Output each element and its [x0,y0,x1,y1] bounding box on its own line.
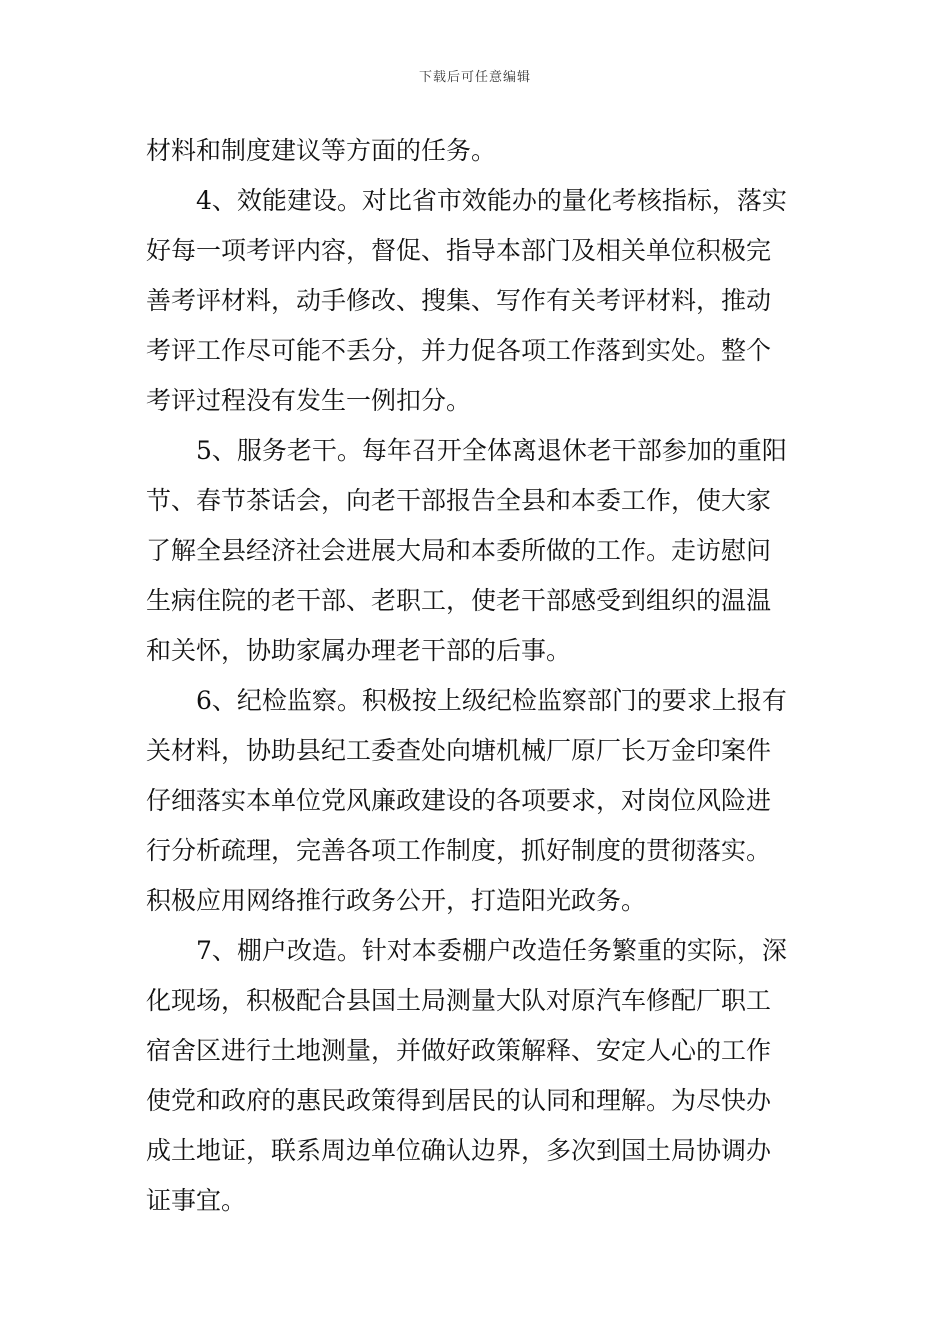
text-line: 证事宜。 [146,1186,247,1215]
document-body [146,126,810,1226]
text-line: 宿舍区进行土地测量，并做好政策解释、安定人心的工作 [146,1036,772,1065]
text-line: 善考评材料，动手修改、搜集、写作有关考评材料，推动 [146,286,772,315]
text-line: 7、棚户改造。针对本委棚户改造任务繁重的实际，深 [196,936,787,965]
text-line: 了解全县经济社会进展大局和本委所做的工作。走访慰问 [146,536,772,565]
text-line: 材料和制度建议等方面的任务。 [146,136,497,165]
text-line: 生病住院的老干部、老职工，使老干部感受到组织的温温 [146,586,772,615]
text-line: 积极应用网络推行政务公开，打造阳光政务。 [146,886,647,915]
text-line: 仔细落实本单位党风廉政建设的各项要求，对岗位风险进 [146,786,772,815]
text-line: 化现场，积极配合县国土局测量大队对原汽车修配厂职工 [146,986,772,1015]
text-line: 行分析疏理，完善各项工作制度，抓好制度的贯彻落实。 [146,836,772,865]
header-note: 下载后可任意编辑 [418,70,531,85]
text-line: 考评过程没有发生一例扣分。 [146,386,472,415]
text-line: 成土地证，联系周边单位确认边界，多次到国土局协调办 [146,1136,772,1165]
text-line: 好每一项考评内容，督促、指导本部门及相关单位积极完 [146,236,772,265]
text-line: 节、春节茶话会，向老干部报告全县和本委工作，使大家 [146,486,772,515]
text-line: 5、服务老干。每年召开全体离退休老干部参加的重阳 [196,436,787,465]
text-line: 和关怀，协助家属办理老干部的后事。 [146,636,572,665]
text-line: 考评工作尽可能不丢分，并力促各项工作落到实处。整个 [146,336,772,365]
text-line: 4、效能建设。对比省市效能办的量化考核指标，落实 [196,186,787,215]
text-line: 使党和政府的惠民政策得到居民的认同和理解。为尽快办 [146,1086,772,1115]
text-line: 6、纪检监察。积极按上级纪检监察部门的要求上报有 [196,686,787,715]
text-line: 关材料，协助县纪工委查处向塘机械厂原厂长万金印案件 [146,736,772,765]
